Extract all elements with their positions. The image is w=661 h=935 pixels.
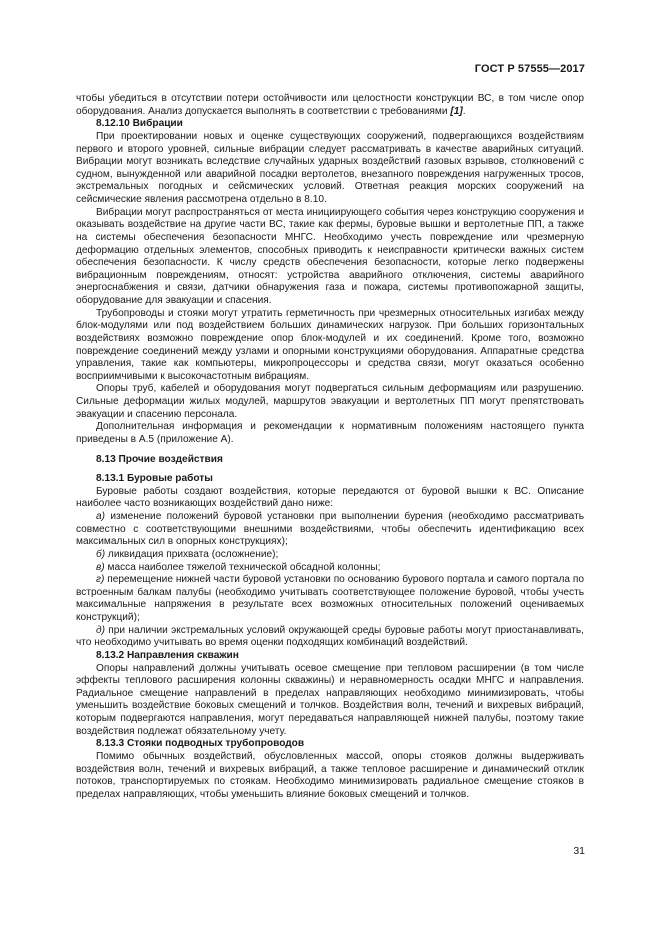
paragraph: Буровые работы создают воздействия, которые передаются от буровой вышки к ВС. Описание наиболее часто возникающих воздействий дано ниже: [76, 485, 584, 510]
section-heading-8-13-3: 8.13.3 Стояки подводных трубопроводов [96, 738, 305, 750]
section-heading-8-12-10: 8.12.10 Вибрации [96, 118, 183, 130]
paragraph: Опоры направлений должны учитывать осевое смещение при тепловом расширении (в том числе эффекты теплового расширения колонны скважины) и неравномерность осадки МНГС и направления. Радиальное смещение направлений в пределах направляющих необходимо минимизировать, чтобы уменьшить воздействие боковых смещений и толчков. Воздействия волн, течений и вихревых вибраций, которым подвергаются направления, могут передаваться направляющей нижней палубы, поэтому такие воздействия подлежат обязательному учету. [76, 662, 584, 737]
list-item [76, 549, 584, 562]
list-text: при наличии экстремальных условий окружающей среды буровые работы могут приостанавливать, что необходимо учитывать во время оценки подходящих комбинаций воздействий. [76, 624, 584, 649]
paragraph [76, 93, 584, 118]
paragraph: Дополнительная информация и рекомендации к нормативным положениям настоящего пункта приведены в А.5 (приложение А). [76, 421, 584, 445]
paragraph: Вибрации могут распространяться от места инициирующего события через конструкцию сооружения и оказывать воздействие на другие части ВС, такие как фермы, буровые вышки и вертолетные ПП, а также на системы обеспечения безопасности МНГС. Необходимо учесть повреждение или чрезмерную деформацию отдельных элементов, способных приводить к неисправности критически важных систем обеспечения безопасности. К числу средств обеспечения безопасности, которые легко подвержены вибрационным повреждениям, относят: устройства аварийного отключения, системы аварийного энергоснабжения и связи, датчики обнаружения газа и пожара, системы противопожарной защиты, оборудование для эвакуации и спасения. [76, 206, 584, 306]
page-number: 31 [573, 845, 585, 857]
paragraph: Помимо обычных воздействий, обусловленных массой, опоры стояков должны выдерживать воздействия волн, течений и вихревых вибраций, а также тепловое расширение и динамический отклик потоков, транспортируемых по стоякам. Необходимо минимизировать радиальное смещение стояков в пределах направляющих, чтобы уменьшить влияние боковых смещений и толчков. [76, 750, 584, 800]
paragraph: Трубопроводы и стояки могут утратить герметичность при чрезмерных относительных изгибах между блок-модулями или под воздействием больших динамических нагрузок. При больших горизонтальных воздействиях возможно повреждение опор блок-модулей и их соединений. Кроме того, возможно повреждение соединений между узлами и опорными конструкциями оборудования. Аппаратные средства управления, такие как компьютеры, микропроцессоры и средства связи, могут оказаться особенно восприимчивыми к высокочастотным вибрациям. [76, 307, 584, 382]
list-item [76, 562, 584, 575]
paragraph: При проектировании новых и оценке существующих сооружений, подвергающихся воздействиям первого и второго уровней, сильные вибрации следует рассматривать в качестве аварийных ситуаций. Вибрации могут возникать вследствие случайных ударных воздействий газовых взрывов, столкновений с судном, вынужденной или аварийной посадки вертолетов, внезапного повреждения нагруженных тросов, экстремальных погодных и сейсмических условий. Ответная реакция морских сооружений на сейсмические явления рассмотрена отдельно в 8.10. [76, 130, 584, 205]
list-text: изменение положений буровой установки при выполнении бурения (необходимо рассматривать совместно с соответствующими внешними воздействиями, чтобы обеспечить идентификацию всех максимальных сил в опорных конструкциях); [76, 511, 584, 548]
page-content [76, 93, 584, 801]
reference-link: [1] [450, 105, 463, 117]
section-heading-8-13-2: 8.13.2 Направления скважин [96, 649, 239, 661]
punctuation: . [462, 105, 466, 117]
list-item [76, 574, 584, 625]
list-label: г) [96, 574, 105, 586]
list-label: б) [96, 548, 106, 560]
list-item [76, 511, 584, 549]
list-label: д) [96, 624, 105, 636]
list-label: а) [96, 511, 106, 522]
paragraph: Опоры труб, кабелей и оборудования могут подвергаться сильным деформациям или разрушению. Сильные деформации жилых модулей, маршрутов эвакуации и вертолетных ПП могут препятствовать эвакуации и спасению персонала. [76, 383, 584, 420]
list-text: перемещение нижней части буровой установки по основанию бурового портала и самого портала по встроенным балкам палубы (необходимо учитывать соответствующее положение буровой, чтобы учесть максимальные напряжения в результате всех возможных относительных положений оцениваемых конструкций); [76, 574, 584, 623]
section-heading-8-13: 8.13 Прочие воздействия [96, 453, 223, 465]
section-heading-8-13-1: 8.13.1 Буровые работы [96, 473, 213, 485]
list-text: ликвидация прихвата (осложнение); [107, 548, 279, 560]
paragraph-text: чтобы убедиться в отсутствии потери остойчивости или целостности конструкции ВС, в том числе опор оборудования. Анализ допускается выполнять в соответствии с требованиями [76, 93, 584, 117]
list-label: в) [96, 561, 105, 573]
standard-id: ГОСТ Р 57555—2017 [474, 63, 585, 75]
list-text: масса наиболее тяжелой технической обсадной колонны; [107, 561, 381, 573]
list-item [76, 625, 584, 650]
